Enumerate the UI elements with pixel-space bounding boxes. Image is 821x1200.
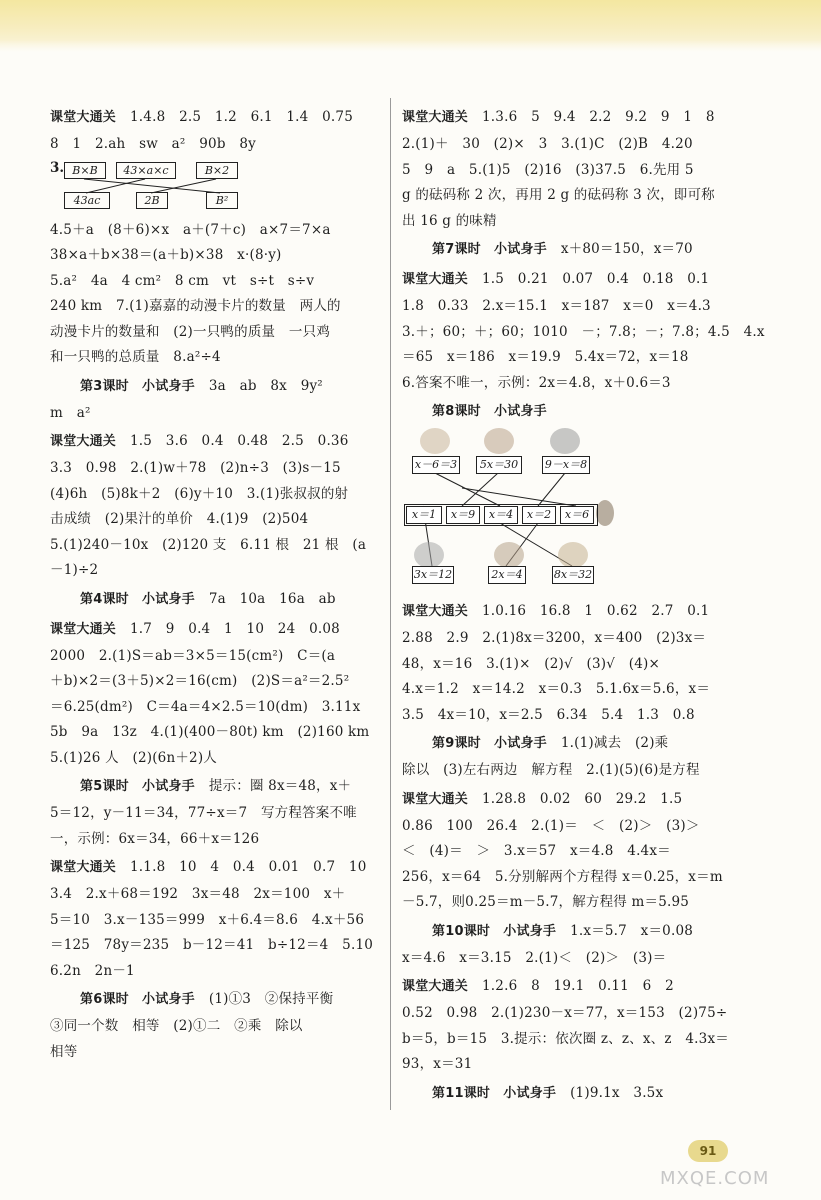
right-answer-line: [402, 1078, 732, 1108]
left-answer-line: [50, 984, 382, 1014]
left-answer-line: [50, 959, 382, 985]
right-answer-line: [402, 132, 732, 158]
left-answer-line: [50, 614, 382, 644]
cartoon-animal-icon: [550, 428, 580, 454]
left-answer-line: [50, 371, 382, 401]
left-answer-line: [50, 243, 382, 269]
right-answer-line: [402, 865, 732, 891]
section-heading: 课堂大通关: [402, 791, 469, 807]
left-answer-line: [50, 771, 382, 801]
answer-text: 2.88 2.9 2.(1)8x＝3200，x＝400 (2)3x＝: [402, 630, 707, 646]
left-answer-line: [50, 933, 382, 959]
answer-text: 6.答案不唯一，示例：2x＝4.8，x＋0.6＝3: [402, 374, 671, 391]
answer-text: 5.(1)240－10x (2)120 支 6.11 根 21 根 (a: [50, 536, 367, 553]
section-heading: 第9课时 小试身手: [432, 736, 547, 751]
right-answer-line: [402, 371, 732, 397]
equation-box-top: 9－x＝8: [542, 456, 590, 474]
answer-text: 3.3 0.98 2.(1)w＋78 (2)n÷3 (3)s－15: [50, 460, 341, 476]
right-answer-line: [402, 946, 732, 972]
right-answer-line: [402, 758, 732, 784]
right-answer-line: [402, 294, 732, 320]
answer-text: 4.5＋a (8＋6)×x a＋(7＋c) a×7＝7×a: [50, 221, 331, 238]
left-answer-line: [50, 908, 382, 934]
match-box-top: B×B: [64, 162, 106, 179]
answer-text: ＝125 78y＝235 b－12＝41 b÷12＝4 5.10: [50, 937, 374, 953]
left-answer-line: [50, 669, 382, 695]
answer-text: 击成绩 (2)果汁的单价 4.(1)9 (2)504: [50, 511, 309, 527]
equation-box-bottom: 2x＝4: [488, 566, 526, 584]
left-answer-line: [50, 507, 382, 533]
section-heading: 第5课时 小试身手: [80, 779, 195, 794]
section-heading: 第10课时 小试身手: [432, 923, 557, 939]
answer-text: 8 1 2.ah sw a² 90b 8y: [50, 136, 256, 152]
left-answer-line: [50, 720, 382, 746]
solution-box: x＝4: [484, 506, 518, 524]
answer-text: 和一只鸭的总质量 8.a²÷4: [50, 349, 221, 365]
answer-text: 1.3.6 5 9.4 2.2 9.2 9 1 8: [482, 109, 715, 125]
answer-text: ＜ (4)＝ ＞ 3.x＝57 x＝4.8 4.4x＝: [402, 843, 671, 859]
answer-text: 4.x＝1.2 x＝14.2 x＝0.3 5.1.6x＝5.6，x＝: [402, 681, 711, 697]
answer-text: ＝6.25(dm²) C＝4a＝4×2.5＝10(dm) 3.11x: [50, 698, 361, 715]
matching-diagram-a: [50, 160, 382, 212]
answer-text: g 的砝码称 2 次，再用 2 g 的砝码称 3 次，即可称: [402, 187, 715, 203]
section-heading: 课堂大通关: [50, 860, 117, 875]
page-number: 91: [688, 1140, 728, 1162]
answer-text: 240 km 7.(1)嘉嘉的动漫卡片的数量 两人的: [50, 298, 341, 314]
answer-text: 5b 9a 13z 4.(1)(400－80t) km (2)160 km: [50, 724, 370, 740]
answer-text: 1.0.16 16.8 1 0.62 2.7 0.1: [482, 603, 710, 619]
answer-text: 1.4.8 2.5 1.2 6.1 1.4 0.75: [130, 109, 354, 125]
answer-text: 提示：圈 8x＝48，x＋: [208, 778, 352, 794]
left-answer-line: [50, 1040, 382, 1066]
left-answer-line: [50, 345, 382, 371]
left-answer-line: [50, 1014, 382, 1040]
match-line: [151, 179, 216, 193]
answer-text: 0.52 0.98 2.(1)230－x＝77，x＝153 (2)75÷: [402, 1005, 728, 1021]
match-box-top: 43×a×c: [116, 162, 176, 179]
answer-text: 出 16 g 的味精: [402, 212, 497, 229]
equation-box-top: x－6＝3: [412, 456, 460, 474]
left-answer-line: [50, 132, 382, 158]
right-answer-line: [402, 890, 732, 916]
cartoon-animal-icon: [494, 542, 524, 568]
answer-text: 1.2.6 8 19.1 0.11 6 2: [482, 978, 674, 994]
section-heading: 第7课时 小试身手: [432, 242, 547, 257]
right-answer-line: [402, 652, 732, 678]
right-answer-line: [402, 971, 732, 1001]
diagram-number: 3.: [50, 159, 65, 176]
section-heading: 课堂大通关: [402, 979, 469, 994]
solution-box: x＝2: [522, 506, 556, 524]
solution-box: x＝9: [446, 506, 480, 524]
answer-column-left: [50, 102, 382, 1065]
answer-text: m a²: [50, 404, 91, 421]
answer-text: 1.8 0.33 2.x＝15.1 x＝187 x＝0 x＝4.3: [402, 298, 711, 314]
answer-text: 0.86 100 26.4 2.(1)＝ ＜ (2)＞ (3)＞: [402, 817, 700, 834]
answer-text: (1)9.1x 3.5x: [570, 1084, 664, 1101]
left-answer-line: [50, 401, 382, 427]
left-answer-line: [50, 102, 382, 132]
match-box-bottom: B²: [206, 192, 238, 209]
section-heading: 第11课时 小试身手: [432, 1085, 557, 1101]
match-line: [86, 179, 145, 193]
right-answer-line: [402, 728, 732, 758]
right-answer-line: [402, 183, 732, 209]
section-heading: 课堂大通关: [402, 604, 469, 619]
solution-box: x＝1: [406, 506, 442, 524]
answer-text: (4)6h (5)8k＋2 (6)y＋10 3.(1)张叔叔的射: [50, 485, 349, 502]
answer-text: 3.4 2.x＋68＝192 3x＝48 2x＝100 x＋: [50, 886, 346, 902]
section-heading: 第8课时 小试身手: [432, 404, 547, 419]
answer-text: 1.7 9 0.4 1 10 24 0.08: [130, 620, 340, 637]
cartoon-animal-icon: [484, 428, 514, 454]
answer-text: 1.5 0.21 0.07 0.4 0.18 0.1: [482, 271, 710, 287]
answer-text: x＋80＝150，x＝70: [560, 241, 693, 257]
right-answer-line: [402, 320, 765, 346]
left-answer-line: [50, 218, 382, 244]
answer-text: ＝65 x＝186 x＝19.9 5.4x＝72，x＝18: [402, 349, 689, 365]
right-answer-line: [402, 1052, 732, 1078]
answer-text: －1)÷2: [50, 562, 99, 578]
right-answer-line: [402, 703, 732, 729]
left-answer-line: [50, 558, 382, 584]
left-answer-line: [50, 852, 382, 882]
answer-text: 5.a² 4a 4 cm² 8 cm vt s÷t s÷v: [50, 272, 315, 289]
section-heading: 课堂大通关: [50, 434, 117, 449]
answer-text: 256，x＝64 5.分别解两个方程得 x＝0.25，x＝m: [402, 868, 723, 885]
answer-text: 5＝10 3.x－135＝999 x＋6.4＝8.6 4.x＋56: [50, 911, 365, 928]
answer-text: 3a ab 8x 9y²: [208, 377, 323, 394]
match-box-bottom: 43ac: [64, 192, 110, 209]
right-answer-line: [402, 1027, 732, 1053]
answer-text: 相等: [50, 1043, 78, 1060]
answer-text: 动漫卡片的数量和 (2)一只鸭的质量 一只鸡: [50, 323, 331, 340]
equation-box-bottom: 8x＝32: [552, 566, 594, 584]
answer-text: 93，x＝31: [402, 1056, 473, 1072]
answer-text: 3.5 4x＝10，x＝2.5 6.34 5.4 1.3 0.8: [402, 706, 695, 723]
answer-text: 6.2n 2n－1: [50, 962, 135, 979]
answer-text: 2.(1)＋ 30 (2)× 3 3.(1)C (2)B 4.20: [402, 136, 693, 152]
left-answer-line: [50, 426, 382, 456]
section-heading: 课堂大通关: [402, 272, 469, 287]
right-answer-line: [402, 839, 732, 865]
answer-text: ＋b)×2＝(3＋5)×2＝16(cm) (2)S＝a²＝2.5²: [50, 673, 350, 689]
cartoon-animal-icon: [558, 542, 588, 568]
top-decor-band: [0, 0, 821, 52]
watermark: MXQE.COM: [660, 1168, 770, 1189]
answer-text: 除以 (3)左右两边 解方程 2.(1)(5)(6)是方程: [402, 762, 700, 778]
left-answer-line: [50, 644, 382, 670]
answer-text: 2000 2.(1)S＝ab＝3×5＝15(cm²) C＝(a: [50, 647, 336, 664]
section-heading: 课堂大通关: [402, 110, 469, 125]
match-lines: [50, 160, 270, 212]
answer-column-right: [402, 102, 765, 1108]
section-heading: 课堂大通关: [50, 110, 117, 125]
section-heading: 第4课时 小试身手: [80, 591, 195, 607]
answer-text: 38×a＋b×38＝(a＋b)×38 x·(8·y): [50, 247, 282, 263]
right-answer-line: [402, 102, 732, 132]
answer-text: 一，示例：6x＝34，66＋x＝126: [50, 830, 260, 847]
answer-text: x＝4.6 x＝3.15 2.(1)＜ (2)＞ (3)＝: [402, 949, 667, 966]
left-answer-line: [50, 269, 382, 295]
left-answer-line: [50, 882, 382, 908]
right-answer-line: [402, 158, 732, 184]
right-answer-line: [402, 596, 732, 626]
section-heading: 第6课时 小试身手: [80, 992, 195, 1007]
answer-text: 7a 10a 16a ab: [208, 590, 336, 607]
solution-box: x＝6: [560, 506, 594, 524]
right-answer-line: [402, 234, 732, 264]
answer-text: 1.5 3.6 0.4 0.48 2.5 0.36: [130, 433, 349, 449]
left-answer-line: [50, 456, 382, 482]
left-answer-line: [50, 746, 382, 772]
cartoon-bear-icon: [596, 500, 614, 526]
left-answer-line: [50, 695, 382, 721]
answer-text: 48，x＝16 3.(1)× (2)√ (3)√ (4)×: [402, 655, 660, 672]
equation-box-top: 5x＝30: [476, 456, 522, 474]
match-box-top: B×2: [196, 162, 238, 179]
answer-text: 1.1.8 10 4 0.4 0.01 0.7 10: [130, 859, 367, 875]
right-answer-line: [402, 626, 732, 652]
answer-text: 5＝12，y－11＝34，77÷x＝7 写方程答案不唯: [50, 805, 357, 821]
answer-text: 3.＋；60；＋；60；1010 －；7.8；－；7.8；4.5 4.x: [402, 323, 765, 340]
answer-text: ③同一个数 相等 (2)①二 ②乘 除以: [50, 1018, 303, 1034]
right-answer-line: [402, 209, 732, 235]
column-divider: [390, 98, 391, 1110]
right-answer-line: [402, 264, 732, 294]
answer-text: 5 9 a 5.(1)5 (2)16 (3)37.5 6.先用 5: [402, 161, 694, 178]
left-answer-line: [50, 482, 382, 508]
cartoon-animal-icon: [414, 542, 444, 568]
right-answer-line: [402, 784, 732, 814]
section-heading: 课堂大通关: [50, 621, 117, 637]
right-answer-line: [402, 1001, 732, 1027]
left-answer-line: [50, 320, 382, 346]
left-answer-line: [50, 294, 382, 320]
right-answer-line: [402, 345, 732, 371]
left-answer-line: [50, 801, 382, 827]
right-answer-line: [402, 677, 732, 703]
left-answer-line: [50, 533, 382, 559]
matching-diagram-b: [402, 428, 732, 590]
answer-text: 5.(1)26 人 (2)(6n＋2)人: [50, 749, 218, 766]
cartoon-animal-icon: [420, 428, 450, 454]
right-answer-line: [402, 814, 732, 840]
answer-text: 1.x＝5.7 x＝0.08: [570, 922, 694, 939]
section-heading: 第3课时 小试身手: [80, 378, 195, 394]
left-answer-line: [50, 584, 382, 614]
right-answer-line: [402, 396, 732, 426]
match-box-bottom: 2B: [136, 192, 168, 209]
left-answer-line: [50, 827, 382, 853]
answer-text: b＝5，b＝15 3.提示：依次圈 z、z、x、z 4.3x＝: [402, 1030, 729, 1047]
equation-box-bottom: 3x＝12: [412, 566, 454, 584]
answer-text: 1.(1)减去 (2)乘: [560, 735, 669, 751]
match-line: [84, 179, 220, 193]
answer-text: 1.28.8 0.02 60 29.2 1.5: [482, 790, 683, 807]
right-answer-line: [402, 916, 732, 946]
answer-text: －5.7，则0.25＝m－5.7，解方程得 m＝5.95: [402, 894, 690, 910]
answer-text: (1)①3 ②保持平衡: [208, 991, 334, 1007]
